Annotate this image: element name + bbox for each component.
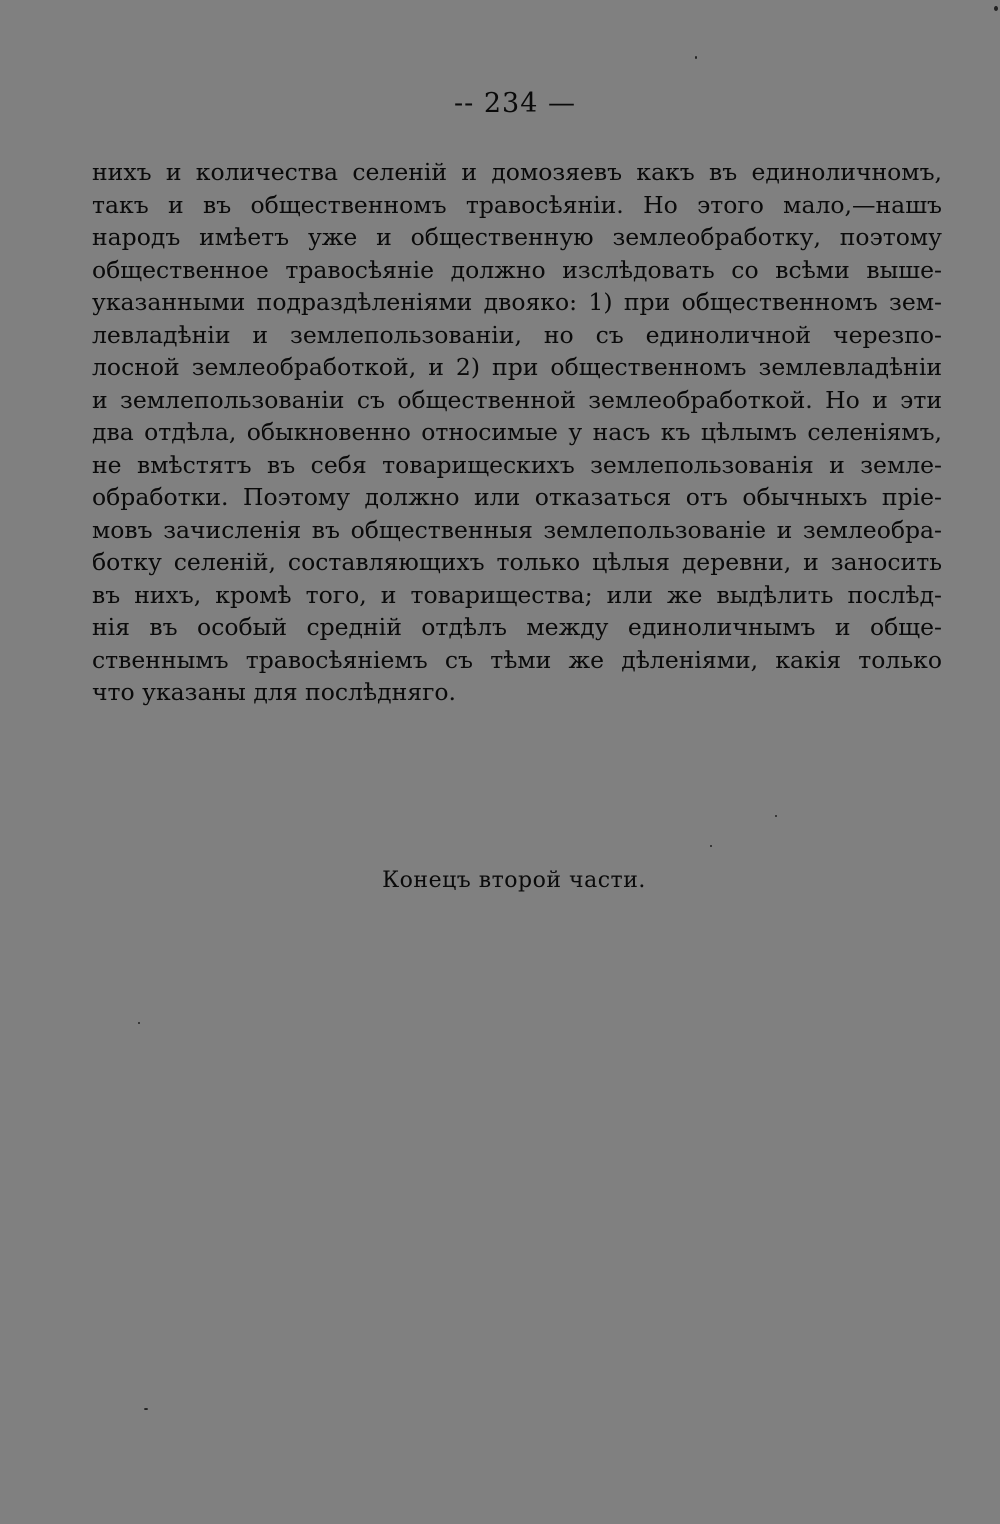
text-line: общественное травосѣяніе должно изслѣдовать со всѣми выше-: [92, 255, 942, 284]
text-line: ственнымъ травосѣяніемъ съ тѣми же дѣленіями, какія только: [92, 645, 942, 674]
body-paragraph: [92, 156, 942, 709]
scan-speck: [994, 6, 998, 11]
scan-speck: [710, 845, 712, 847]
text-line: два отдѣла, обыкновенно относимые у насъ къ цѣлымъ селеніямъ,: [92, 418, 942, 446]
text-line: лосной землеобработкой, и 2) при общественномъ землевладѣніи: [92, 353, 942, 381]
text-line: мовъ зачисленія въ общественныя землепользованіе и землеобра-: [92, 515, 942, 544]
text-line: не вмѣстятъ въ себя товарищескихъ землепользованія и земле-: [92, 450, 942, 479]
scan-speck: [138, 1022, 140, 1024]
text-line: нихъ и количества селеній и домозяевъ какъ въ единоличномъ,: [92, 158, 942, 186]
text-line: и землепользованіи съ общественной землеобработкой. Но и эти: [92, 385, 942, 414]
text-line: въ нихъ, кромѣ того, и товарищества; или же выдѣлить послѣд-: [92, 580, 942, 609]
scan-speck: [775, 815, 777, 817]
text-line: что указаны для послѣдняго.: [92, 678, 456, 706]
text-line: нія въ особый средній отдѣлъ между единоличнымъ и обще-: [92, 613, 942, 641]
text-line: левладѣніи и землепользованіи, но съ единоличной черезпо-: [92, 320, 942, 349]
part-end-caption: Конецъ второй части.: [382, 868, 646, 893]
text-line: обработки. Поэтому должно или отказаться отъ обычныхъ пріе-: [92, 483, 942, 511]
text-line: указанными подраздѣленіями двояко: 1) при общественномъ зем-: [92, 288, 942, 316]
text-line: такъ и въ общественномъ травосѣяніи. Но этого мало,—нашъ: [92, 190, 942, 219]
text-line: ботку селеній, составляющихъ только цѣлыя деревни, и заносить: [92, 548, 942, 576]
page-number: -- 234 —: [454, 88, 576, 119]
scan-speck: [695, 56, 697, 59]
text-line: народъ имѣетъ уже и общественную землеобработку, поэтому: [92, 223, 942, 251]
scan-speck: [144, 1408, 148, 1410]
